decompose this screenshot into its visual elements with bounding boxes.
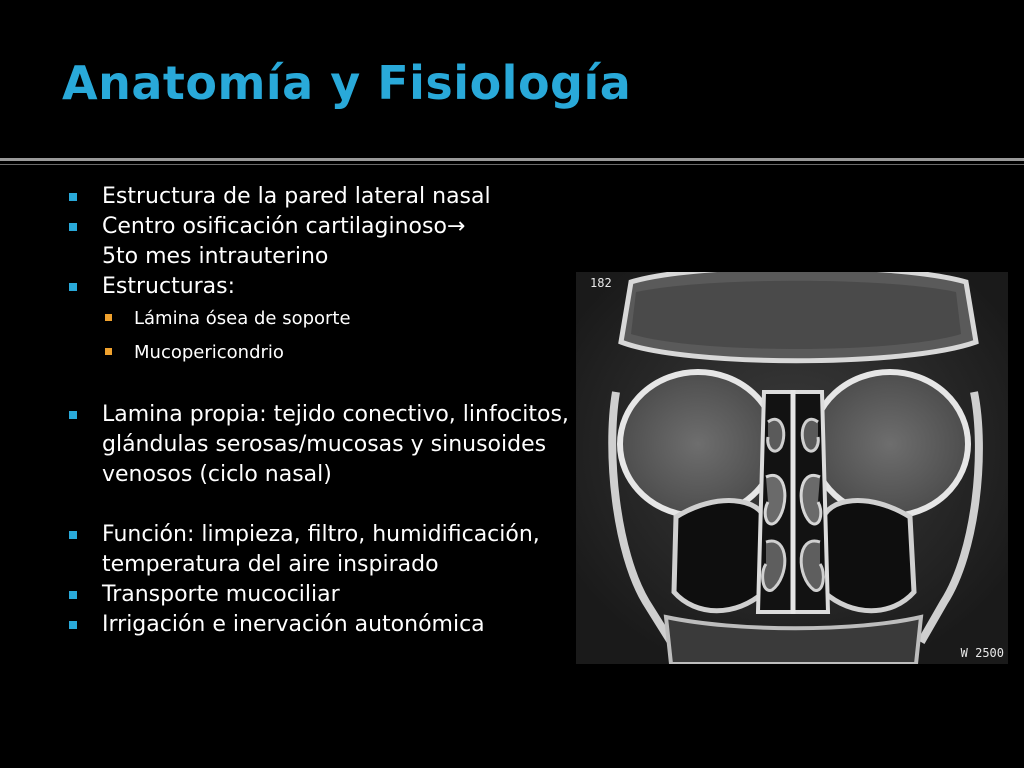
- ct-label-top-left: 182: [590, 276, 612, 290]
- arrow-right-icon: →: [446, 214, 466, 239]
- bullet-text: Lamina propia: tejido conectivo, linfocitos, glándulas serosas/mucosas y sinusoides venosos (ciclo nasal): [102, 402, 569, 487]
- bullet-text: Centro osificación cartilaginoso: [102, 214, 447, 239]
- square-bullet-icon: [69, 591, 77, 599]
- ct-scan-drawing: [576, 272, 1008, 664]
- divider: [0, 158, 1024, 161]
- title-band: [0, 0, 1024, 158]
- square-sub-bullet-icon: [105, 314, 112, 321]
- bullet-item: [66, 272, 586, 302]
- ct-label-bottom-right: W 2500: [960, 646, 1004, 660]
- bullet-item: [66, 212, 586, 272]
- bullet-item: [66, 400, 586, 490]
- square-bullet-icon: [69, 621, 77, 629]
- spacer: [66, 370, 586, 400]
- bullet-list: [66, 182, 586, 640]
- sub-bullet-item: [66, 302, 586, 336]
- divider-thin: [0, 164, 1024, 165]
- square-bullet-icon: [69, 411, 77, 419]
- square-bullet-icon: [69, 193, 77, 201]
- bullet-text: Irrigación e inervación autonómica: [102, 612, 485, 637]
- ct-scan-image: [576, 272, 1008, 664]
- bullet-item: [66, 520, 586, 580]
- bullet-item: [66, 610, 586, 640]
- bullet-text: Transporte mucociliar: [102, 582, 340, 607]
- sub-bullet-text: Lámina ósea de soporte: [134, 308, 351, 329]
- bullet-text: Función: limpieza, filtro, humidificación, temperatura del aire inspirado: [102, 522, 540, 577]
- bullet-item: [66, 182, 586, 212]
- square-bullet-icon: [69, 531, 77, 539]
- square-bullet-icon: [69, 283, 77, 291]
- bullet-text: Estructuras:: [102, 274, 236, 299]
- slide-title: Anatomía y Fisiología: [62, 56, 632, 110]
- sub-bullet-item: [66, 336, 586, 370]
- square-bullet-icon: [69, 223, 77, 231]
- spacer: [66, 490, 586, 520]
- bullet-text-continued: 5to mes intrauterino: [102, 244, 329, 269]
- bullet-text: Estructura de la pared lateral nasal: [102, 184, 491, 209]
- sub-bullet-text: Mucopericondrio: [134, 342, 284, 363]
- slide-content: [0, 166, 1024, 768]
- bullet-item: [66, 580, 586, 610]
- square-sub-bullet-icon: [105, 348, 112, 355]
